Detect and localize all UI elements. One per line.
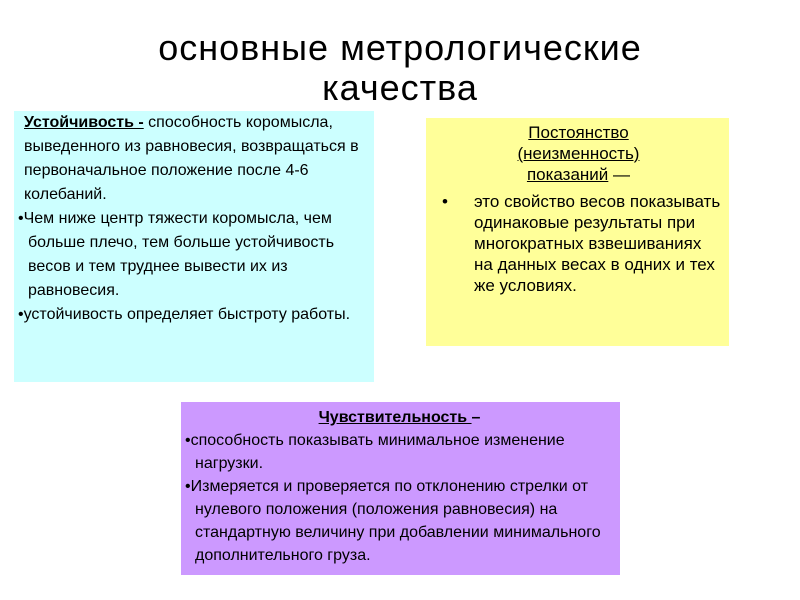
sensitivity-bullet-1-text: способность показывать минимальное изменение нагрузки. xyxy=(190,432,565,472)
slide-title-line2: качества xyxy=(322,67,478,108)
stability-bullet-2-text: устойчивость определяет быстроту работы. xyxy=(23,306,351,323)
constancy-term-line3: показаний — xyxy=(526,165,631,184)
bullet-icon: • xyxy=(185,478,191,495)
constancy-term-line2: (неизменность) xyxy=(517,144,640,163)
bullet-icon: • xyxy=(18,306,24,323)
bullet-icon: • xyxy=(18,210,24,227)
constancy-bullet-text: это свойство весов показывать одинаковые результаты при многократных взвешиваниях на данных весах в одних и тех же условиях. xyxy=(474,192,721,295)
constancy-heading xyxy=(434,122,723,185)
stability-box xyxy=(14,111,374,382)
stability-definition xyxy=(18,111,374,207)
stability-definition-text: способность коромысла, выведенного из равновесия, возвращаться в первоначальное положение после 4-6 колебаний. xyxy=(24,114,359,203)
constancy-term-line1: Постоянство xyxy=(528,123,629,142)
stability-bullet-2 xyxy=(18,303,374,327)
sensitivity-bullet-2 xyxy=(185,475,614,567)
stability-bullet-1-text: Чем ниже центр тяжести коромысла, чем больше плечо, тем больше устойчивость весов и тем труднее вывести их из равновесия. xyxy=(23,210,335,299)
sensitivity-bullet-2-text: Измеряется и проверяется по отклонению стрелки от нулевого положения (положения равновесия) на стандартную величину при добавлении минимального дополнительного груза. xyxy=(190,478,601,564)
bullet-icon: • xyxy=(185,432,191,449)
constancy-bullet xyxy=(434,191,723,296)
sensitivity-term: Чувствительность xyxy=(318,409,472,426)
stability-term: Устойчивость - xyxy=(24,114,144,131)
sensitivity-bullet-1 xyxy=(185,429,614,475)
bullet-icon: • xyxy=(442,192,448,211)
constancy-box xyxy=(426,118,729,346)
sensitivity-heading xyxy=(185,406,614,429)
slide-title-line1: основные метрологические xyxy=(158,27,642,68)
slide-title xyxy=(40,28,760,108)
stability-bullet-1 xyxy=(18,207,374,303)
sensitivity-box xyxy=(181,402,620,575)
sensitivity-term-suffix: – xyxy=(471,409,481,426)
